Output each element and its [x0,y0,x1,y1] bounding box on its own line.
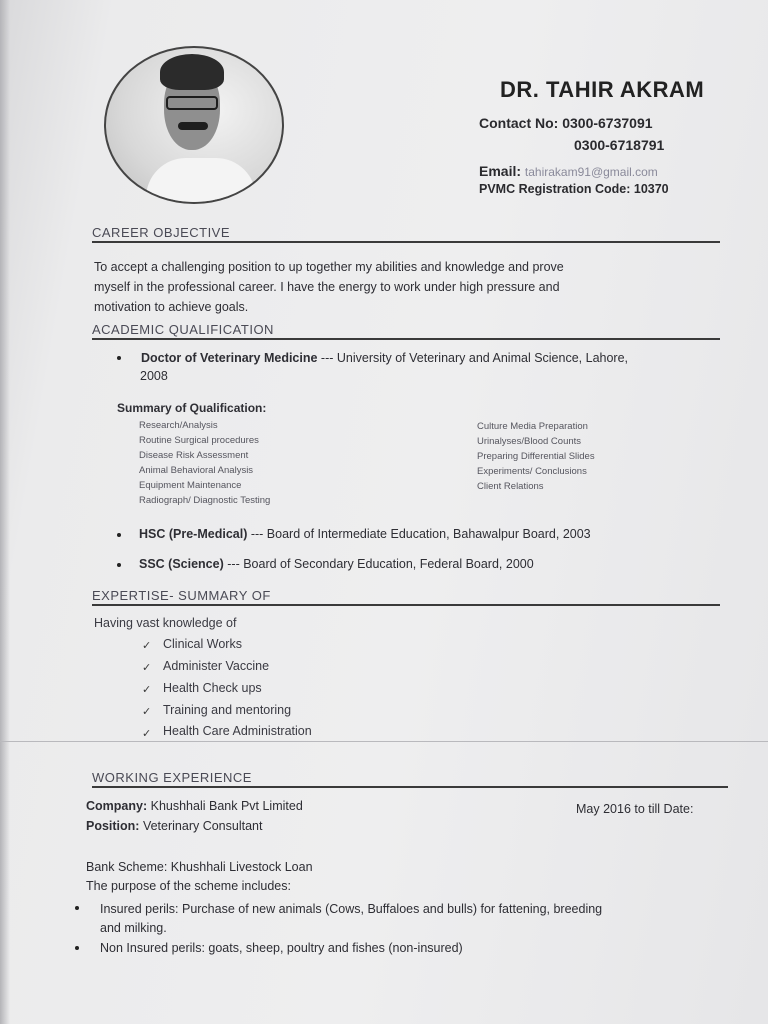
contact-label: Contact No: [479,115,559,131]
pvmc-code: PVMC Registration Code: 10370 [479,182,669,196]
objective-line-2: myself in the professional career. I have the energy to work under high pressure and [94,280,560,294]
bank-scheme: Bank Scheme: Khushhali Livestock Loan [86,860,313,874]
hsc-degree: HSC (Pre-Medical) [139,527,248,541]
contact-line [479,115,653,131]
expertise-item: Health Care Administration [163,724,312,738]
insured-perils-line-1: Insured perils: Purchase of new animals (Cows, Buffaloes and bulls) for fattening, breeding [100,902,603,916]
expertise-item: Clinical Works [163,637,242,651]
summary-item: Equipment Maintenance [139,480,242,491]
hsc-board: --- Board of Intermediate Education, Bahawalpur Board, 2003 [250,527,591,541]
expertise-intro: Having vast knowledge of [94,616,237,630]
summary-left-list [139,418,270,508]
photo-hair [160,54,224,90]
paper-fold-line [0,741,768,742]
summary-item: Client Relations [477,481,544,492]
insured-perils-line-2: and milking. [100,921,167,935]
photo-shirt [146,158,256,204]
position-label: Position: [86,819,140,833]
scheme-purpose: The purpose of the scheme includes: [86,879,291,893]
summary-title: Summary of Qualification: [117,401,267,415]
summary-item: Radiograph/ Diagnostic Testing [139,495,271,506]
summary-item: Routine Surgical procedures [139,435,259,446]
expertise-item: Training and mentoring [163,703,292,717]
checkmark-icon: ✓ [142,728,152,740]
employment-date: May 2016 to till Date: [576,802,694,816]
bullet-dot [75,946,79,950]
ssc-board: --- Board of Secondary Education, Federal Board, 2000 [227,557,534,571]
checkmark-icon: ✓ [142,662,152,674]
company-label: Company: [86,799,148,813]
career-objective-text [94,257,714,317]
photo-mustache [178,122,208,130]
bullet-dot [117,356,121,360]
checkmark-icon: ✓ [142,684,152,696]
section-working-experience: WORKING EXPERIENCE [92,770,728,788]
email-label: Email: [479,163,522,179]
email-line [479,163,658,179]
expertise-item: Health Check ups [163,681,262,695]
summary-item: Animal Behavioral Analysis [139,465,254,476]
position-title: Veterinary Consultant [142,819,263,833]
bullet-dot [117,563,121,567]
checkmark-icon: ✓ [142,640,152,652]
ssc-degree: SSC (Science) [139,557,224,571]
section-expertise: EXPERTISE- SUMMARY OF [92,588,720,606]
bullet-dot [117,533,121,537]
phone-2: 0300-6718791 [574,137,665,153]
ssc-entry [139,557,534,571]
profile-photo [104,46,284,204]
section-career-objective: CAREER OBJECTIVE [92,225,720,243]
summary-item: Preparing Differential Slides [477,451,595,462]
dvm-entry [141,351,628,365]
position-line [86,819,262,833]
email-value[interactable]: tahirakam91@gmail.com [524,165,658,179]
summary-item: Experiments/ Conclusions [477,466,587,477]
objective-line-1: To accept a challenging position to up together my abilities and knowledge and prove [94,260,564,274]
dvm-year: 2008 [140,369,168,383]
summary-item: Research/Analysis [139,420,218,431]
dvm-degree: Doctor of Veterinary Medicine [141,351,318,365]
photo-glasses [166,96,218,110]
hsc-entry [139,527,591,541]
non-insured-perils: Non Insured perils: goats, sheep, poultry and fishes (non-insured) [100,941,463,955]
bullet-dot [75,906,79,910]
checkmark-icon: ✓ [142,706,152,718]
dvm-institution: --- University of Veterinary and Animal Science, Lahore, [320,351,629,365]
summary-item: Disease Risk Assessment [139,450,249,461]
page-edge-shadow [0,0,10,1024]
company-line [86,799,303,813]
objective-line-3: motivation to achieve goals. [94,300,249,314]
expertise-item: Administer Vaccine [163,659,270,673]
company-name: Khushhali Bank Pvt Limited [150,799,303,813]
candidate-name: DR. TAHIR AKRAM [500,77,705,102]
summary-right-list [477,419,595,494]
summary-item: Urinalyses/Blood Counts [477,436,582,447]
section-academic: ACADEMIC QUALIFICATION [92,322,720,340]
summary-item: Culture Media Preparation [477,421,588,432]
phone-1: 0300-6737091 [562,115,653,131]
